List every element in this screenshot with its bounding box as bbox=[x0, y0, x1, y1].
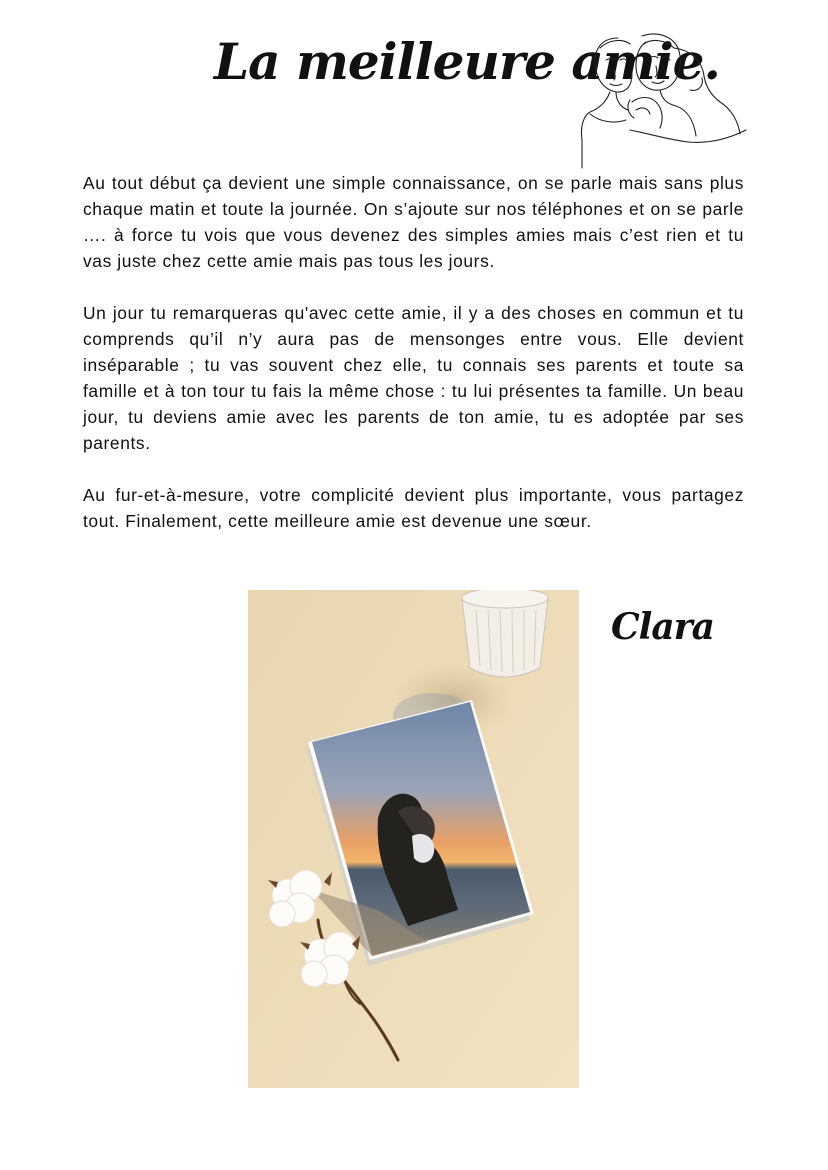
body-text bbox=[83, 170, 744, 534]
paragraph: Au tout début ça devient une simple connaissance, on se parle mais sans plus chaque matin et toute la journée. On s’ajoute sur nos téléphones et on se parle …. à force tu vois que vous devenez des simples amies mais c’est rien et tu vas juste chez cette amie mais pas tous les jours. bbox=[83, 173, 744, 271]
page-title: La meilleure amie. bbox=[214, 32, 720, 91]
paragraph: Au fur-et-à-mesure, votre complicité devient plus importante, vous partagez tout. Finalement, cette meilleure amie est devenue une sœur. bbox=[83, 485, 744, 531]
two-friends-line-drawing bbox=[570, 30, 750, 172]
paragraph: Un jour tu remarqueras qu'avec cette amie, il y a des choses en commun et tu comprends qu’il n’y aura pas de mensonges entre vous. Elle devient inséparable ; tu vas souvent chez elle, tu connais ses parents et toute sa famille et à ton tour tu fais la même chose : tu lui présentes ta famille. Un beau jour, tu deviens amie avec les parents de ton amie, tu es adoptée par ses parents. bbox=[83, 303, 744, 453]
notebook-cotton-photo bbox=[248, 590, 579, 1088]
author-signature: Clara bbox=[611, 606, 714, 648]
